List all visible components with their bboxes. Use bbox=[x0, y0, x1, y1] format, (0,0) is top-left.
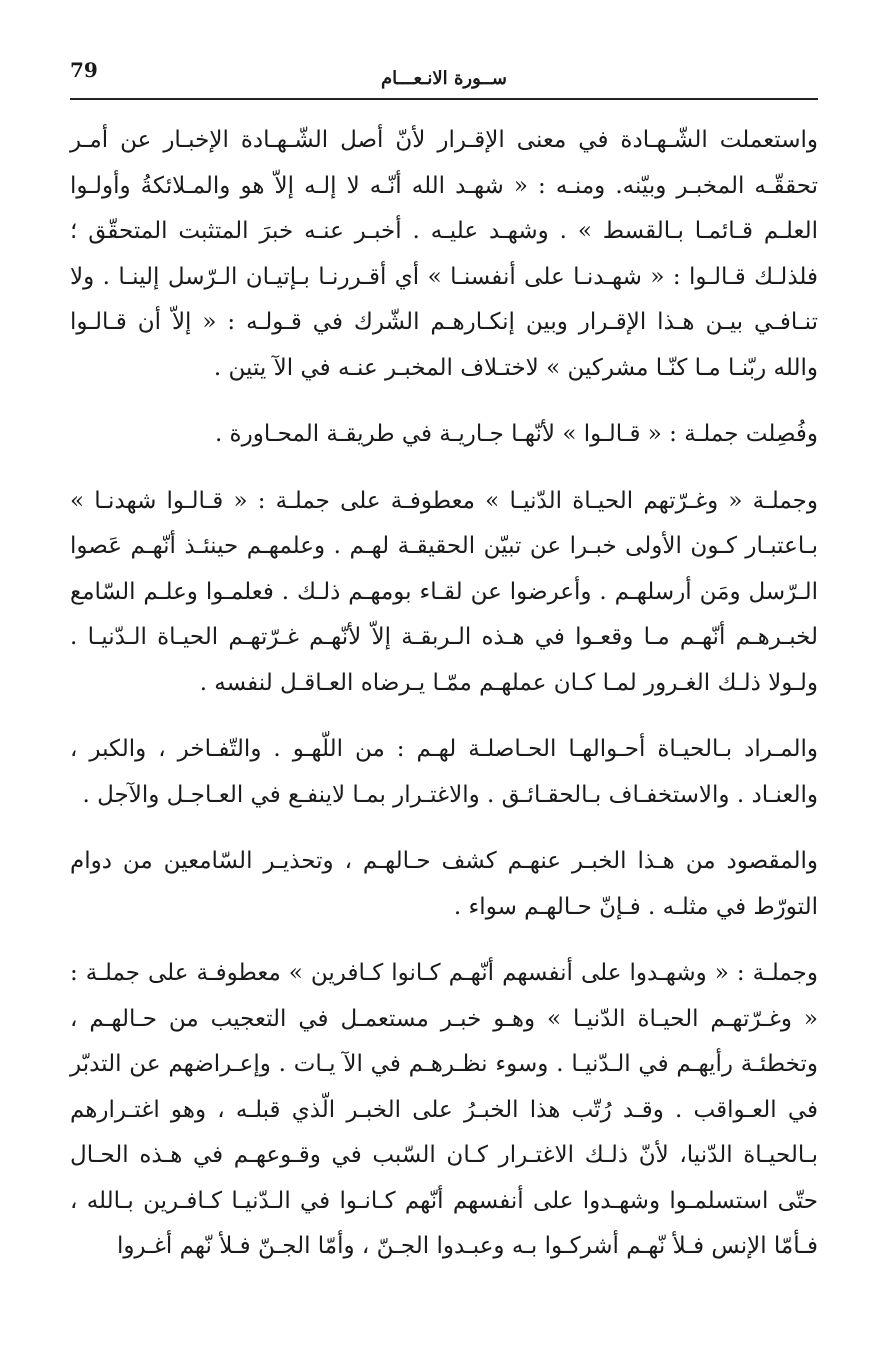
running-title: ســورة الانـعـــام bbox=[381, 68, 507, 89]
paragraph-4: والمـراد بـالحيـاة أحـوالهـا الحـاصلـة لهـم : من اللّهـو . والتّفـاخر ، والكبر ، والعنـاد . والاستخفـاف بـالحقـائـق . والاغتـرار بمـا لاينفـع في العـاجـل والآجل . bbox=[70, 736, 818, 808]
paragraph-5: والمقصود من هـذا الخبـر عنهـم كشف حـالهـم ، وتحذيـر السّامعين من دوام التورّط في مثلـه . فـإنّ حـالهـم سواء . bbox=[70, 848, 818, 920]
paragraph-1: واستعملت الشّـهـادة في معنى الإقـرار لأنّ أصل الشّـهـادة الإخبـار عن أمـر تحققّـه المخبـر وبيّنه. ومنـه : « شهـد الله أنّـه لا إلـه إلاّ هو والمـلائكةُ وأولـوا العلـم قـائمـا بـالقسط » . وشهـد عليـه . أخبـر عنـه خبرَ المتثبت المتحقّق ؛ فلذلـك قـالـوا : « شهـدنـا على أنفسنـا » أي أقـررنـا بـإتيـان الـرّسل إلينـا . ولا تنـافـي بيـن هـذا الإقـرار وبين إنكـارهـم الشّرك في قـولـه : « إلاّ أن قـالـوا والله ربّنـا مـا كنّـا مشركين » لاختـلاف المخبـر عنـه في الآ يتين . bbox=[70, 127, 818, 381]
page-header bbox=[70, 54, 818, 100]
paragraph-6: وجملـة : « وشهـدوا على أنفسهم أنّهـم كـانوا كـافرين » معطوفـة على جملـة : « وغـرّتهـم الحيـاة الدّنيـا » وهـو خبـر مستعمـل في التعجيب من حـالهـم ، وتخطئـة رأيهـم في الـدّنيـا . وسوء نظـرهـم في الآ يـات . وإعـراضهم عن التدبّر في العـواقب . وقـد رُتّب هذا الخبـرُ على الخبـر الّذي قبلـه ، وهو اغتـرارهم بـالحيـاة الدّنيا، لأنّ ذلـك الاغتـرار كـان السّبب في وقـوعهـم في هـذه الحـال حتّى استسلمـوا وشهـدوا على أنفسهم أنّهم كـانـوا في الـدّنيـا كـافـرين بـالله ، فـأمّا الإنس فـلأ نّهـم أشركـوا بـه وعبـدوا الجـنّ ، وأمّا الجـنّ فـلأ نّهم أغـروا bbox=[70, 960, 818, 1259]
page-number: 79 bbox=[70, 58, 98, 82]
paragraph-2: وفُصِلت جملـة : « قـالـوا » لأنّهـا جـاريـة في طريقـة المحـاورة . bbox=[214, 421, 818, 447]
paragraph-3: وجملـة « وغـرّتهم الحيـاة الدّنيـا » معطوفـة على جملـة : « قـالـوا شهدنـا » بـاعتبـار كـون الأولى خبـرا عن تبيّن الحقيقـة لهـم . وعلمهـم حينئـذ أنّهـم عَصوا الـرّسل ومَن أرسلهـم . وأعرضوا عن لقـاء بومهـم ذلـك . فعلمـوا وعلـم السّامع لخبـرهـم أنّهـم مـا وقعـوا في هـذه الـربقـة إلاّ لأنّهـم غـرّتهـم الحيـاة الـدّنيـا . ولـولا ذلـك الغـرور لمـا كـان عملهـم ممّـا يـرضاه العـاقـل لنفسه . bbox=[70, 487, 818, 696]
page-body bbox=[70, 118, 818, 1291]
